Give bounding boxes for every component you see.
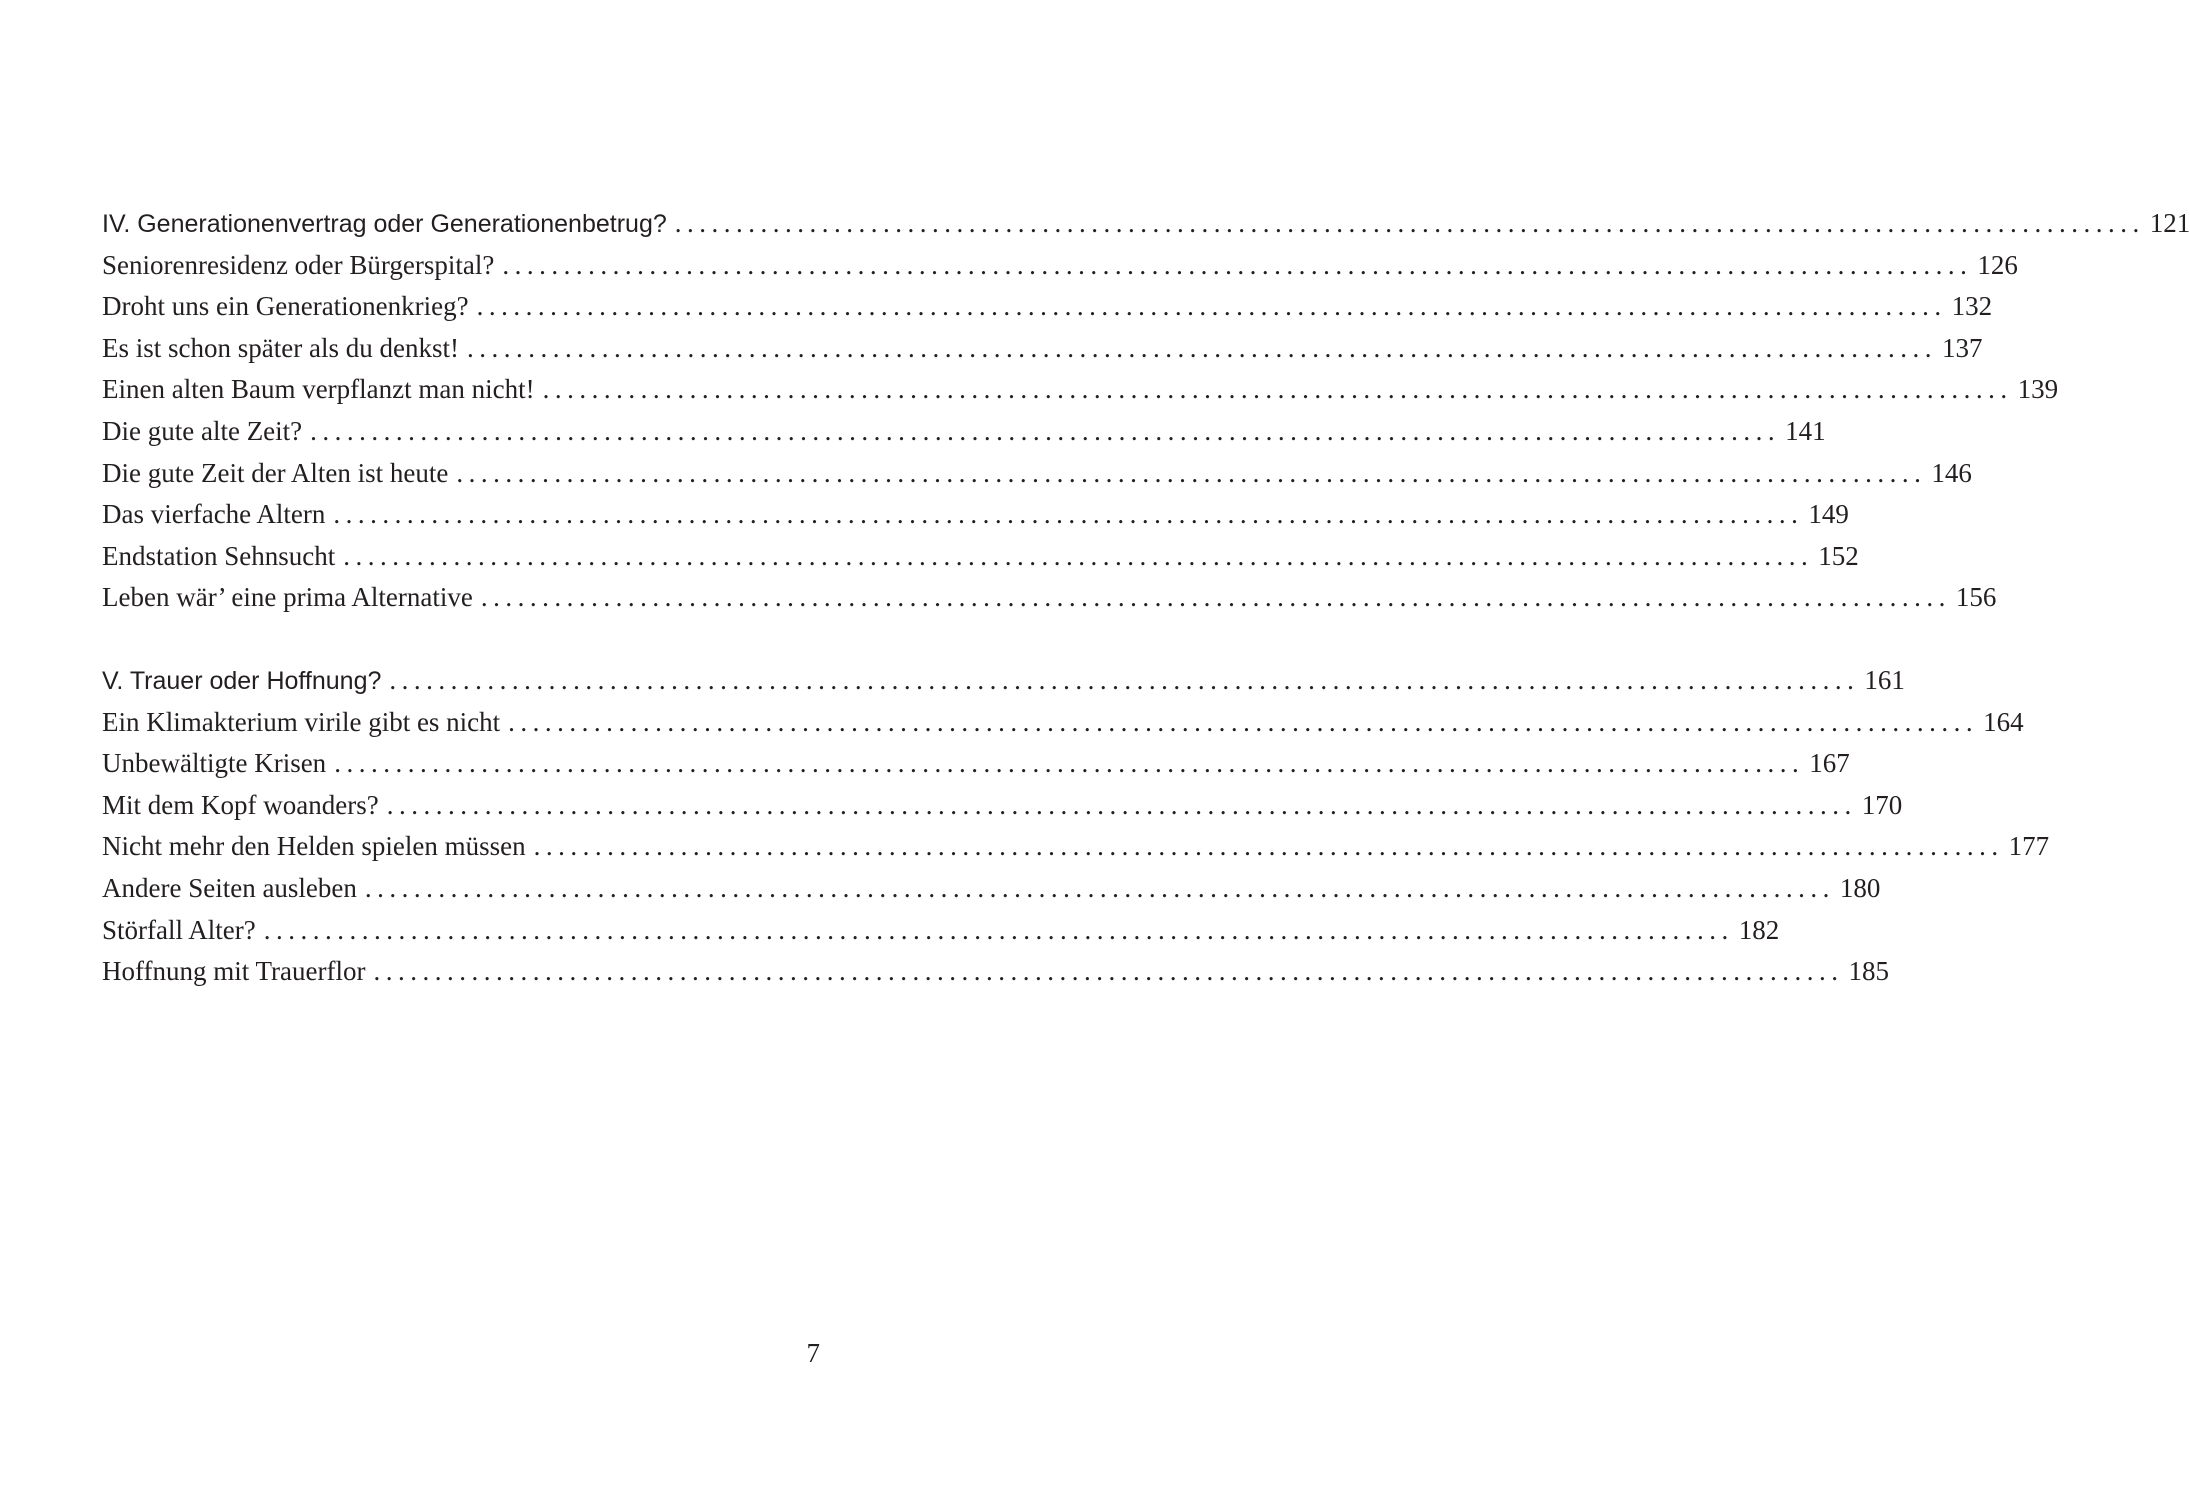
entry-title: Endstation Sehnsucht [102, 540, 336, 571]
entry-page-number: 156 [1955, 582, 1997, 613]
dot-leader: ........................................................................................................................ [480, 582, 1951, 613]
entry-page-number: 141 [1785, 415, 1826, 446]
entry-title: Nicht mehr den Helden spielen müssen [102, 831, 526, 862]
chapter-title: V. Trauer oder Hoffnung? [102, 666, 382, 695]
toc-section-iv [102, 208, 2190, 624]
dot-leader: ........................................................................................................................ [466, 332, 1937, 363]
entry-title: Die gute Zeit der Alten ist heute [102, 457, 449, 488]
toc-entry [102, 249, 2018, 292]
dot-leader: ........................................................................................................................ [343, 540, 1814, 571]
toc-entry [102, 499, 1849, 541]
chapter-page-number: 161 [1864, 664, 1905, 695]
toc-entry [102, 831, 2050, 873]
entry-title: Seniorenresidenz oder Bürgerspital? [102, 249, 495, 280]
dot-leader: ........................................................................................................................ [333, 499, 1804, 530]
page-number: 7 [806, 1338, 820, 1368]
dot-leader: ........................................................................................................................ [263, 914, 1734, 945]
entry-page-number: 185 [1848, 956, 1889, 987]
dot-leader: ........................................................................................................................ [508, 706, 1979, 737]
entry-page-number: 164 [1983, 706, 2024, 737]
dot-leader: ........................................................................................................................ [364, 872, 1835, 903]
dot-leader: ........................................................................................................................ [334, 748, 1805, 779]
toc-entry [102, 582, 1997, 624]
entry-page-number: 170 [1861, 789, 1903, 820]
toc-entry [102, 374, 2059, 416]
entry-page-number: 137 [1941, 332, 1983, 363]
entry-title: Unbewältigte Krisen [102, 748, 327, 779]
entry-title: Mit dem Kopf woanders? [102, 789, 379, 820]
dot-leader: ........................................................................................................................ [310, 415, 1781, 446]
entry-title: Ein Klimakterium virile gibt es nicht [102, 706, 501, 737]
entry-title: Störfall Alter? [102, 914, 256, 945]
toc-chapter-heading [102, 208, 2190, 250]
entry-title: Hoffnung mit Trauerflor [102, 956, 366, 987]
dot-leader: ........................................................................................................................ [674, 208, 2145, 238]
dot-leader: ........................................................................................................................ [502, 249, 1973, 280]
toc-entry [102, 415, 1826, 458]
chapter-page-number: 121 [2149, 208, 2190, 238]
toc-section-v [102, 664, 2050, 998]
toc-entry [102, 332, 1983, 375]
entry-page-number: 182 [1738, 914, 1780, 945]
dot-leader: ........................................................................................................................ [386, 789, 1857, 820]
toc-entry [102, 706, 2024, 749]
dot-leader: ........................................................................................................................ [456, 457, 1927, 488]
toc-entry [102, 457, 1972, 500]
toc-entry [102, 748, 1850, 790]
toc-entry [102, 291, 1993, 333]
toc-entry [102, 872, 1881, 915]
entry-title: Leben wär’ eine prima Alternative [102, 582, 473, 613]
entry-page-number: 180 [1839, 872, 1881, 903]
toc-entry [102, 789, 1903, 832]
dot-leader: ........................................................................................................................ [533, 831, 2004, 862]
entry-title: Die gute alte Zeit? [102, 415, 303, 446]
toc-entry [102, 956, 1889, 998]
dot-leader: ........................................................................................................................ [373, 956, 1844, 987]
entry-title: Einen alten Baum verpflanzt man nicht! [102, 374, 535, 405]
table-of-contents [102, 208, 2190, 998]
entry-page-number: 139 [2017, 374, 2059, 405]
toc-chapter-heading [102, 664, 1905, 707]
entry-page-number: 167 [1809, 748, 1850, 779]
entry-page-number: 146 [1931, 457, 1972, 488]
entry-page-number: 149 [1808, 499, 1849, 530]
entry-page-number: 177 [2008, 831, 2050, 862]
entry-title: Das vierfache Altern [102, 499, 326, 530]
entry-page-number: 152 [1818, 540, 1859, 571]
toc-entry [102, 540, 1859, 583]
entry-title: Es ist schon später als du denkst! [102, 332, 459, 363]
entry-page-number: 132 [1951, 291, 1993, 322]
entry-title: Droht uns ein Generationenkrieg? [102, 291, 469, 322]
dot-leader: ........................................................................................................................ [542, 374, 2013, 405]
dot-leader: ........................................................................................................................ [389, 664, 1860, 695]
chapter-title: IV. Generationenvertrag oder Generationenbetrug? [102, 210, 667, 238]
entry-page-number: 126 [1977, 249, 2018, 280]
entry-title: Andere Seiten ausleben [102, 872, 357, 903]
dot-leader: ........................................................................................................................ [476, 291, 1947, 322]
toc-entry [102, 914, 1780, 957]
